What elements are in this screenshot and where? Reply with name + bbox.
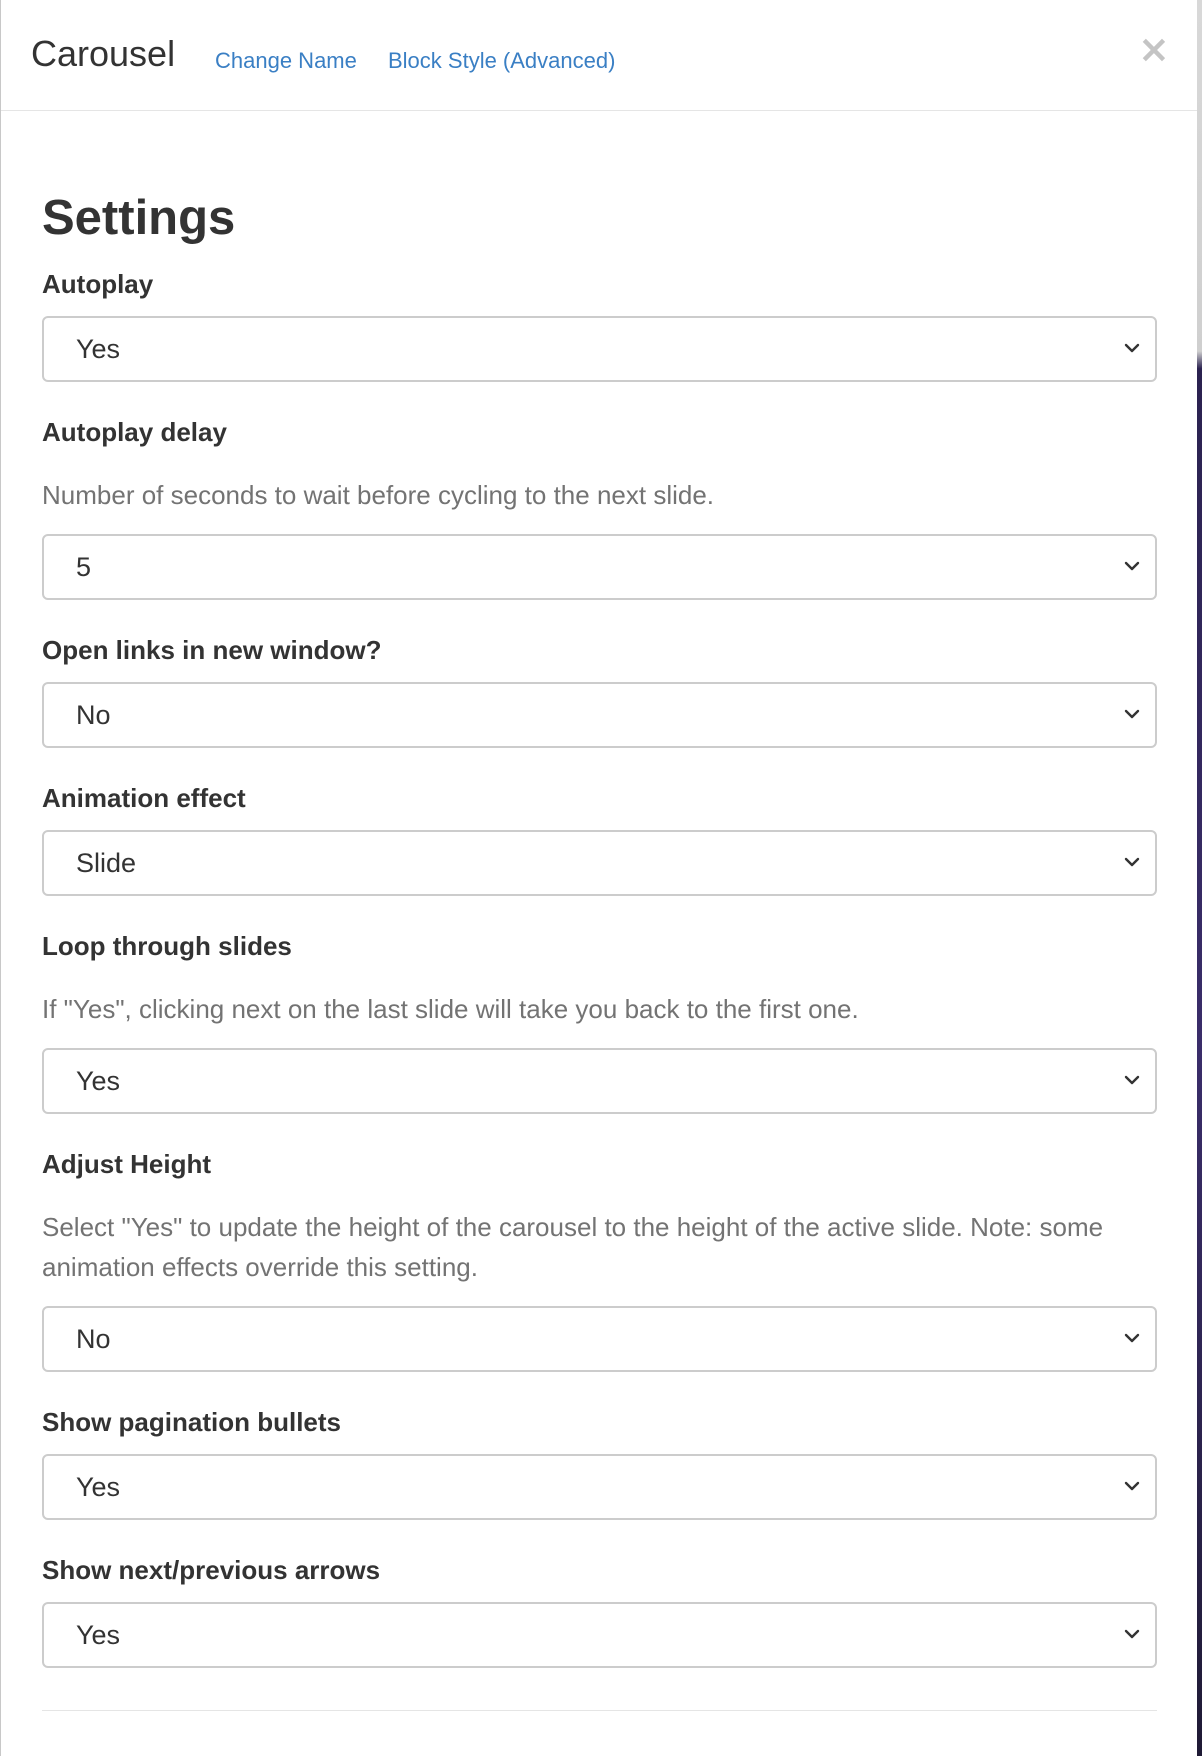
loop-slides-select[interactable] [42, 1048, 1157, 1114]
open-links-label: Open links in new window? [42, 635, 382, 665]
pagination-bullets-select[interactable] [42, 1454, 1157, 1520]
settings-heading: Settings [42, 191, 236, 245]
adjust-height-help: Select "Yes" to update the height of the carousel to the height of the active slide. Note: some animation effects override this setting. [42, 1212, 1104, 1282]
next-prev-arrows-select[interactable] [42, 1602, 1157, 1668]
autoplay-delay-selected-value: 5 [76, 552, 92, 582]
loop-slides-label: Loop through slides [42, 931, 292, 961]
next-prev-arrows-label: Show next/previous arrows [42, 1555, 381, 1585]
autoplay-delay-label: Autoplay delay [42, 417, 227, 447]
animation-effect-selected-value: Slide [76, 848, 137, 878]
adjust-height-select[interactable] [42, 1306, 1157, 1372]
autoplay-select[interactable] [42, 316, 1157, 382]
chevron-down-icon [1123, 1479, 1141, 1493]
autoplay-selected-value: Yes [76, 334, 121, 364]
adjust-height-selected-value: No [76, 1324, 111, 1354]
chevron-down-icon [1123, 341, 1141, 355]
block-style-advanced-link[interactable]: Block Style (Advanced) [388, 48, 616, 73]
chevron-down-icon [1123, 1073, 1141, 1087]
loop-slides-help: If "Yes", clicking next on the last slide will take you back to the first one. [42, 994, 859, 1024]
next-prev-arrows-selected-value: Yes [76, 1620, 121, 1650]
chevron-down-icon [1123, 1331, 1141, 1345]
loop-slides-selected-value: Yes [76, 1066, 121, 1096]
animation-effect-label: Animation effect [42, 783, 246, 813]
footer-divider [42, 1710, 1157, 1711]
backdrop-page-edge [1197, 0, 1202, 1756]
modal-title: Carousel [31, 33, 176, 74]
chevron-down-icon [1123, 855, 1141, 869]
autoplay-delay-help: Number of seconds to wait before cycling to the next slide. [42, 480, 715, 510]
autoplay-delay-select[interactable] [42, 534, 1157, 600]
animation-effect-select[interactable] [42, 830, 1157, 896]
chevron-down-icon [1123, 1627, 1141, 1641]
chevron-down-icon [1123, 707, 1141, 721]
modal-header [1, 0, 1197, 111]
open-links-select[interactable] [42, 682, 1157, 748]
autoplay-label: Autoplay [42, 269, 154, 299]
close-icon[interactable]: × [1138, 27, 1170, 71]
chevron-down-icon [1123, 559, 1141, 573]
change-name-link[interactable]: Change Name [215, 48, 357, 73]
pagination-bullets-selected-value: Yes [76, 1472, 121, 1502]
pagination-bullets-label: Show pagination bullets [42, 1407, 341, 1437]
adjust-height-label: Adjust Height [42, 1149, 211, 1179]
open-links-selected-value: No [76, 700, 111, 730]
